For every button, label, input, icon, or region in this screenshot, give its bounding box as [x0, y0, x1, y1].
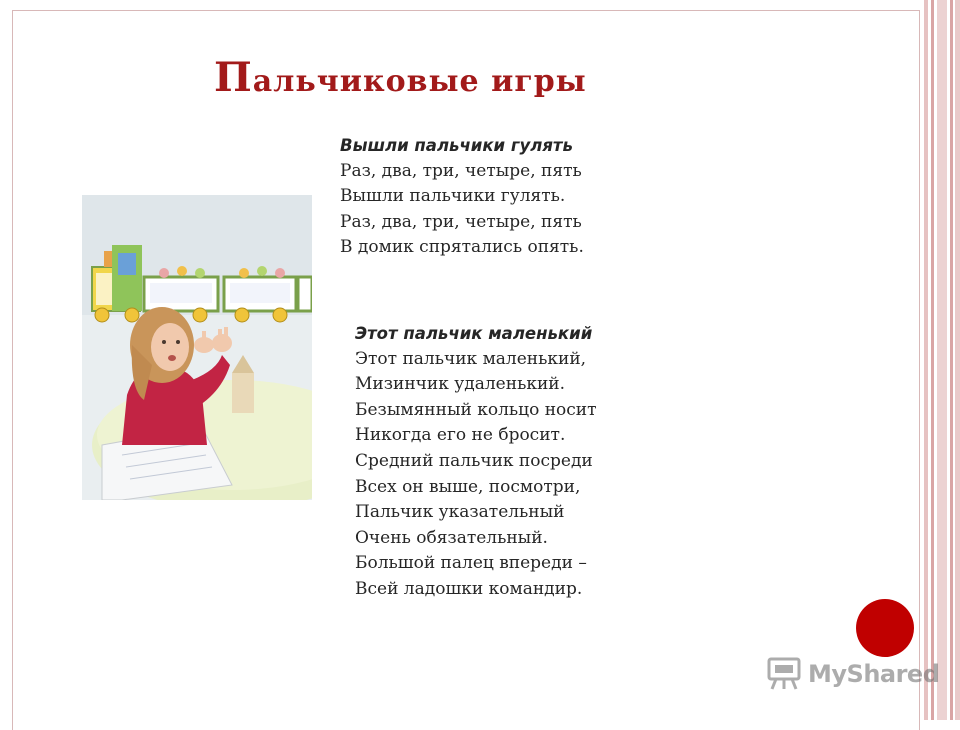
slide-title: [214, 54, 774, 101]
poem-line: Никогда его не бросит.: [355, 425, 566, 446]
girl-finger-game-image: [82, 195, 312, 500]
decorative-right-stripes: [920, 0, 960, 720]
poem-line: Средний пальчик посреди: [355, 450, 593, 471]
poem-line: Мизинчик удаленький.: [355, 374, 566, 395]
poem-line: Всей ладошки командир.: [355, 578, 583, 599]
poem-line: Всех он выше, посмотри,: [355, 476, 581, 497]
poem-walking-fingers: [340, 133, 584, 261]
poem-title: Вышли пальчики гулять: [340, 136, 573, 155]
slide-left-margin: [0, 0, 8, 720]
myshared-watermark: [766, 654, 939, 694]
poem-line: Большой палец впереди –: [355, 553, 587, 574]
decorative-red-circle: [856, 599, 914, 657]
classroom-photo: [82, 195, 312, 500]
poem-line: Раз, два, три, четыре, пять: [340, 211, 582, 232]
poem-line: Раз, два, три, четыре, пять: [340, 160, 582, 181]
slide-title-rest: альчиковые игры: [252, 64, 587, 99]
watermark-text: MyShared: [808, 660, 940, 688]
poem-title: Этот пальчик маленький: [355, 324, 593, 343]
slide-title-first-letter: П: [214, 54, 253, 101]
projector-icon: [766, 657, 802, 691]
poem-little-finger: [355, 321, 597, 603]
poem-line: Пальчик указательный: [355, 502, 565, 523]
poem-line: Этот пальчик маленький,: [355, 348, 587, 369]
poem-line: Вышли пальчики гулять.: [340, 186, 566, 207]
poem-line: В домик спрятались опять.: [340, 237, 584, 258]
poem-line: Безымянный кольцо носит: [355, 399, 597, 420]
poem-line: Очень обязательный.: [355, 527, 548, 548]
